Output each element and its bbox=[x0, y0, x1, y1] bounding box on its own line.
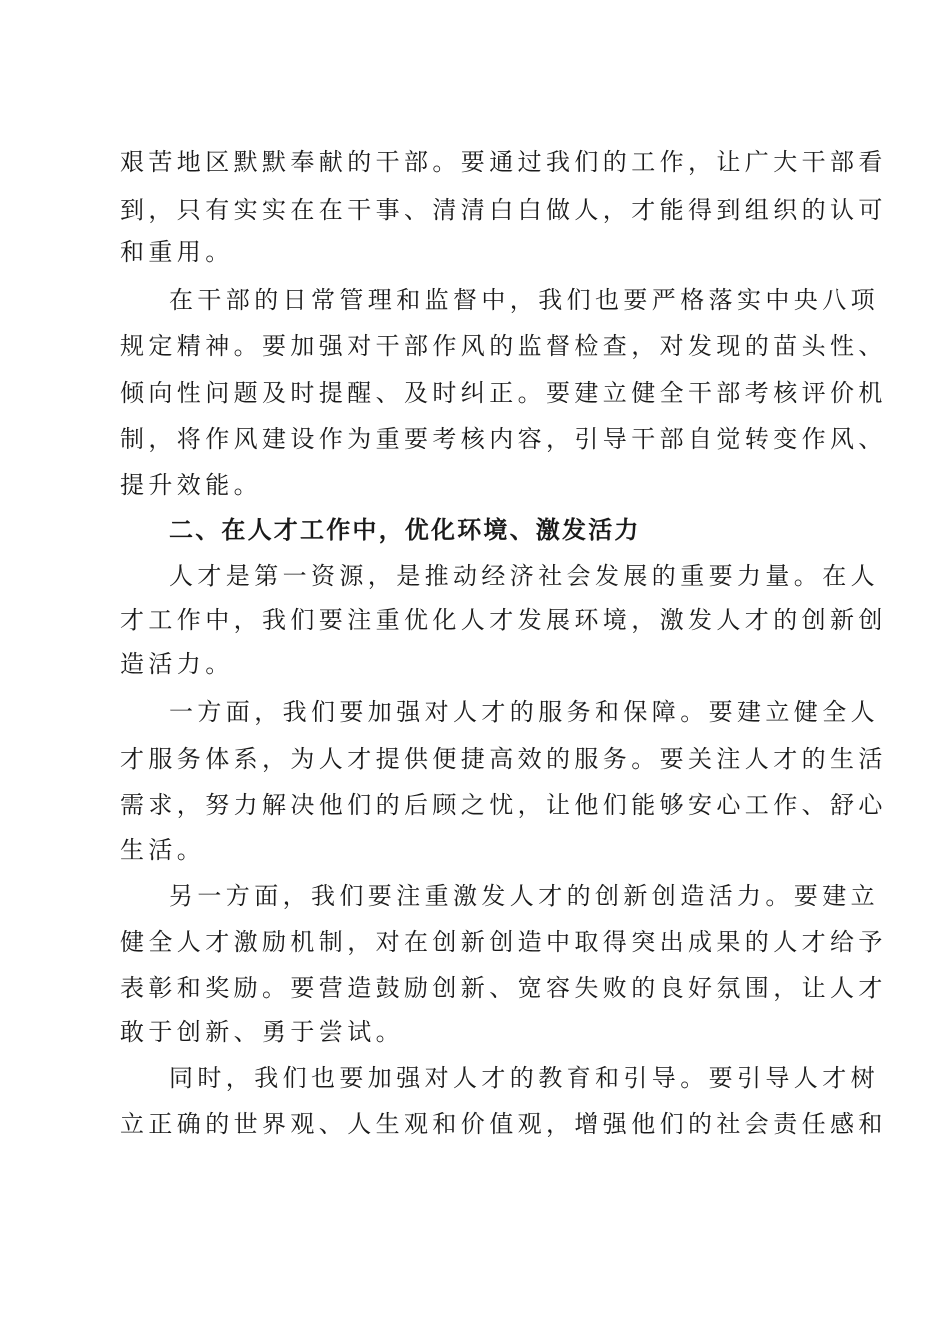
paragraph-line: 健全人才激励机制，对在创新创造中取得突出成果的人才给予 bbox=[120, 928, 887, 956]
paragraph-line: 一方面，我们要加强对人才的服务和保障。要建立健全人 bbox=[169, 698, 879, 726]
paragraph-line: 和重用。 bbox=[120, 238, 234, 266]
paragraph-line: 造活力。 bbox=[120, 650, 234, 678]
paragraph-line: 艰苦地区默默奉献的干部。要通过我们的工作，让广大干部看 bbox=[120, 148, 887, 176]
paragraph-line: 表彰和奖励。要营造鼓励创新、宽容失败的良好氛围，让人才 bbox=[120, 974, 887, 1002]
paragraph-line: 到，只有实实在在干事、清清白白做人，才能得到组织的认可 bbox=[120, 196, 887, 224]
paragraph-line: 规定精神。要加强对干部作风的监督检查，对发现的苗头性、 bbox=[120, 332, 887, 360]
paragraph-line: 立正确的世界观、人生观和价值观，增强他们的社会责任感和 bbox=[120, 1110, 887, 1138]
paragraph-line: 同时，我们也要加强对人才的教育和引导。要引导人才树 bbox=[169, 1064, 879, 1092]
paragraph-line: 才工作中，我们要注重优化人才发展环境，激发人才的创新创 bbox=[120, 606, 887, 634]
paragraph-line: 制，将作风建设作为重要考核内容，引导干部自觉转变作风、 bbox=[120, 425, 887, 453]
paragraph-line: 人才是第一资源，是推动经济社会发展的重要力量。在人 bbox=[169, 562, 879, 590]
paragraph-line: 另一方面，我们要注重激发人才的创新创造活力。要建立 bbox=[169, 882, 879, 910]
paragraph-line: 在干部的日常管理和监督中，我们也要严格落实中央八项 bbox=[169, 286, 879, 314]
paragraph-line: 生活。 bbox=[120, 836, 206, 864]
paragraph-line: 敢于创新、勇于尝试。 bbox=[120, 1018, 404, 1046]
paragraph-line: 需求，努力解决他们的后顾之忧，让他们能够安心工作、舒心 bbox=[120, 791, 887, 819]
paragraph-line: 提升效能。 bbox=[120, 471, 262, 499]
paragraph-line: 倾向性问题及时提醒、及时纠正。要建立健全干部考核评价机 bbox=[120, 379, 887, 407]
paragraph-line: 才服务体系，为人才提供便捷高效的服务。要关注人才的生活 bbox=[120, 745, 887, 773]
section-heading: 二、在人才工作中，优化环境、激发活力 bbox=[169, 516, 641, 544]
